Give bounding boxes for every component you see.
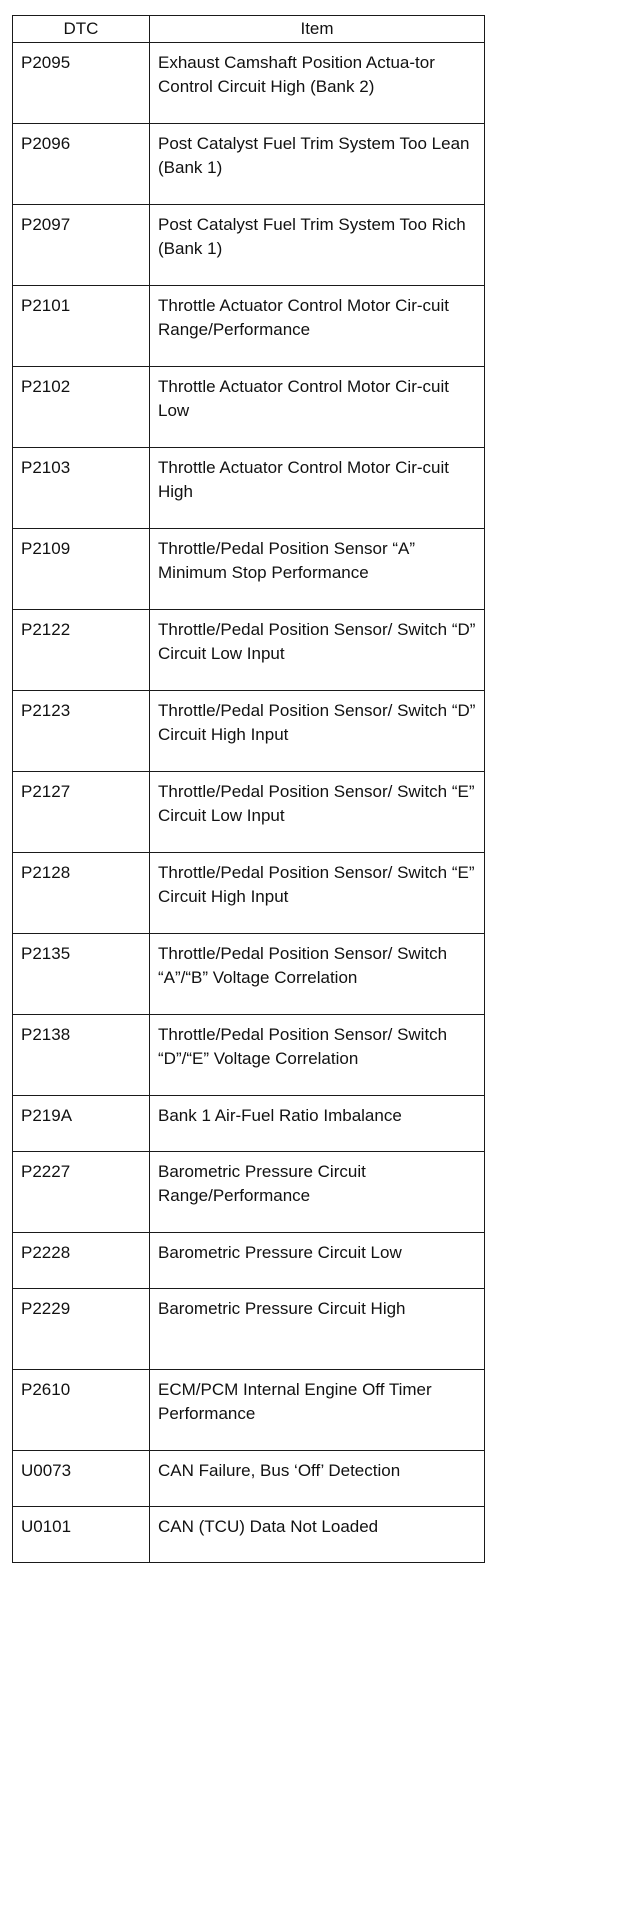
table-row — [13, 1152, 485, 1233]
item-description-cell: Bank 1 Air-Fuel Ratio Imbalance — [150, 1096, 485, 1152]
table-row — [13, 934, 485, 1015]
item-description-cell: Barometric Pressure Circuit High — [150, 1289, 485, 1370]
dtc-code-cell: P2135 — [13, 934, 150, 1015]
item-description-cell: CAN (TCU) Data Not Loaded — [150, 1507, 485, 1563]
dtc-code-cell: P2097 — [13, 205, 150, 286]
table-row — [13, 1015, 485, 1096]
dtc-table — [12, 15, 485, 1563]
item-description-cell: ECM/PCM Internal Engine Off Timer Performance — [150, 1370, 485, 1451]
dtc-code-cell: U0073 — [13, 1451, 150, 1507]
dtc-code-cell: P2228 — [13, 1233, 150, 1289]
table-row — [13, 448, 485, 529]
dtc-code-cell: P2610 — [13, 1370, 150, 1451]
table-row — [13, 124, 485, 205]
dtc-code-cell: P2227 — [13, 1152, 150, 1233]
item-description-cell: CAN Failure, Bus ‘Off’ Detection — [150, 1451, 485, 1507]
table-row — [13, 610, 485, 691]
table-row — [13, 43, 485, 124]
table-row — [13, 1096, 485, 1152]
dtc-code-cell: U0101 — [13, 1507, 150, 1563]
table-row — [13, 1370, 485, 1451]
dtc-code-cell: P2101 — [13, 286, 150, 367]
item-description-cell: Throttle/Pedal Position Sensor/ Switch “D” Circuit Low Input — [150, 610, 485, 691]
table-row — [13, 1289, 485, 1370]
dtc-code-cell: P2128 — [13, 853, 150, 934]
item-description-cell: Barometric Pressure Circuit Range/Performance — [150, 1152, 485, 1233]
table-row — [13, 286, 485, 367]
dtc-code-cell: P2127 — [13, 772, 150, 853]
item-description-cell: Throttle Actuator Control Motor Cir-cuit Low — [150, 367, 485, 448]
table-row — [13, 1507, 485, 1563]
dtc-code-cell: P2096 — [13, 124, 150, 205]
table-row — [13, 1233, 485, 1289]
item-description-cell: Throttle/Pedal Position Sensor “A” Minimum Stop Performance — [150, 529, 485, 610]
item-description-cell: Barometric Pressure Circuit Low — [150, 1233, 485, 1289]
item-description-cell: Throttle Actuator Control Motor Cir-cuit Range/Performance — [150, 286, 485, 367]
item-description-cell: Exhaust Camshaft Position Actua-tor Control Circuit High (Bank 2) — [150, 43, 485, 124]
item-description-cell: Throttle/Pedal Position Sensor/ Switch “A”/“B” Voltage Correlation — [150, 934, 485, 1015]
item-description-cell: Post Catalyst Fuel Trim System Too Lean (Bank 1) — [150, 124, 485, 205]
dtc-code-cell: P2123 — [13, 691, 150, 772]
item-description-cell: Throttle/Pedal Position Sensor/ Switch “D”/“E” Voltage Correlation — [150, 1015, 485, 1096]
dtc-code-cell: P219A — [13, 1096, 150, 1152]
table-row — [13, 367, 485, 448]
item-description-cell: Post Catalyst Fuel Trim System Too Rich (Bank 1) — [150, 205, 485, 286]
column-header-item: Item — [150, 16, 485, 43]
item-description-cell: Throttle/Pedal Position Sensor/ Switch “D” Circuit High Input — [150, 691, 485, 772]
item-description-cell: Throttle/Pedal Position Sensor/ Switch “E” Circuit High Input — [150, 853, 485, 934]
item-description-cell: Throttle/Pedal Position Sensor/ Switch “E” Circuit Low Input — [150, 772, 485, 853]
table-row — [13, 772, 485, 853]
dtc-code-cell: P2138 — [13, 1015, 150, 1096]
dtc-code-cell: P2102 — [13, 367, 150, 448]
table-header-row — [13, 16, 485, 43]
dtc-code-cell: P2109 — [13, 529, 150, 610]
table-row — [13, 853, 485, 934]
dtc-code-cell: P2122 — [13, 610, 150, 691]
table-row — [13, 529, 485, 610]
dtc-code-cell: P2095 — [13, 43, 150, 124]
dtc-code-cell: P2229 — [13, 1289, 150, 1370]
dtc-code-cell: P2103 — [13, 448, 150, 529]
table-row — [13, 1451, 485, 1507]
item-description-cell: Throttle Actuator Control Motor Cir-cuit High — [150, 448, 485, 529]
column-header-dtc: DTC — [13, 16, 150, 43]
table-row — [13, 205, 485, 286]
table-row — [13, 691, 485, 772]
